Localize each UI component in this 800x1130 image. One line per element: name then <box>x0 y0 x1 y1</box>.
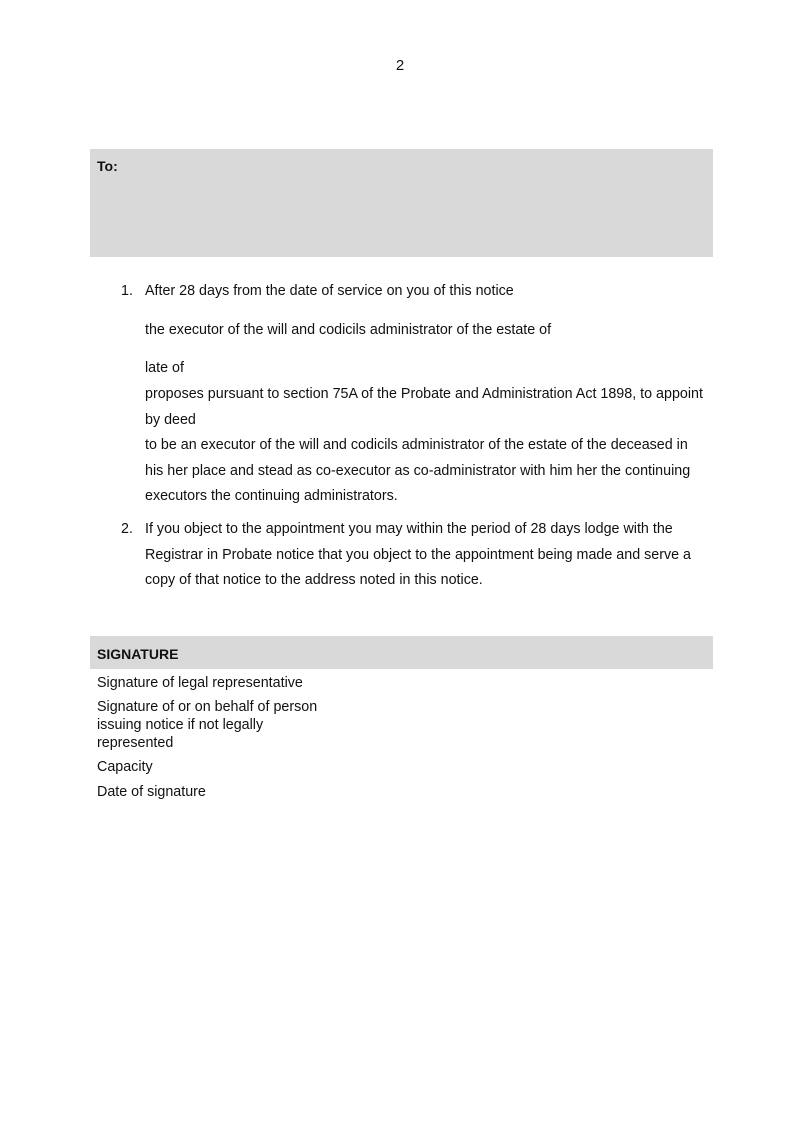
item-number: 1. <box>121 283 133 299</box>
item-1-line-d: proposes pursuant to section 75A of the Probate and Administration Act 1898, to appoint by deed <box>145 386 703 428</box>
item-1-line-c: late of <box>145 360 184 376</box>
item-1-line-b: the executor of the will and codicils administrator of the estate of <box>145 322 552 338</box>
item-1-line-e: to be an executor of the will and codicils administrator of the estate of the deceased in his her place and stead as co-executor as co-administrator with him her the continuing executors the continuing administrators. <box>145 437 691 504</box>
date-of-signature-label: Date of signature <box>97 784 206 800</box>
signature-header <box>90 636 713 669</box>
item-2-text: If you object to the appointment you may within the period of 28 days lodge with the Registrar in Probate notice that you object to the appointment being made and serve a copy of that notice to the address noted in this notice. <box>145 521 692 588</box>
signature-issuer-label: Signature of or on behalf of person issuing notice if not legally represented <box>97 699 318 751</box>
item-1-line-a: After 28 days from the date of service on you of this notice <box>145 283 514 299</box>
signature-legal-rep-label: Signature of legal representative <box>97 675 303 691</box>
signature-header-label: SIGNATURE <box>97 646 179 662</box>
item-number: 2. <box>121 521 133 537</box>
to-label: To: <box>97 158 118 174</box>
capacity-label: Capacity <box>97 759 153 775</box>
page-number: 2 <box>395 57 405 74</box>
to-field-box[interactable] <box>90 149 713 257</box>
